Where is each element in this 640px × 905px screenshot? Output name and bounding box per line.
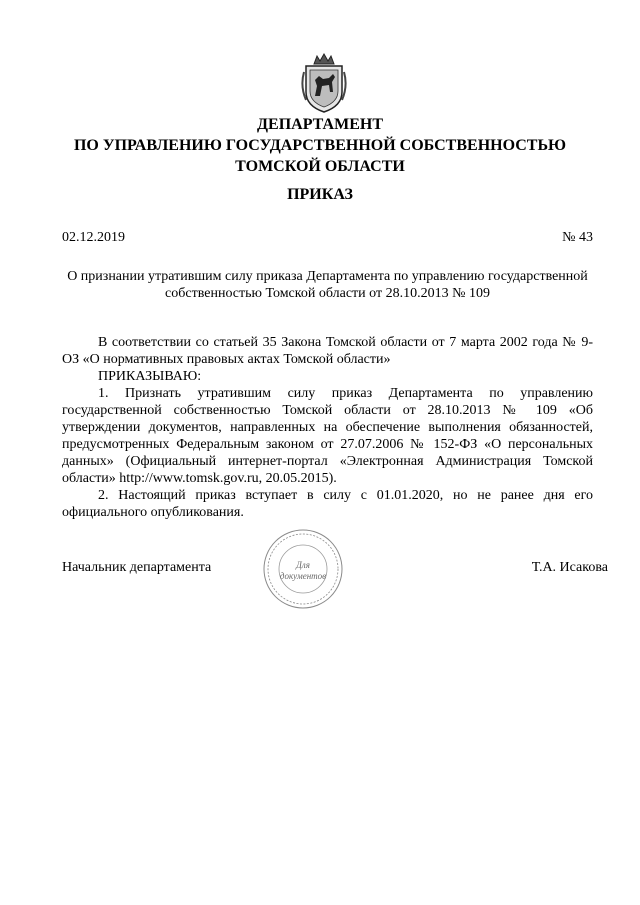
organization-name <box>0 114 640 177</box>
preamble-paragraph: В соответствии со статьей 35 Закона Томской области от 7 марта 2002 года № 9-ОЗ «О нормативных правовых актах Томской области» <box>62 335 593 367</box>
stamp-line-2: документов <box>279 571 327 581</box>
order-item-2: 2. Настоящий приказ вступает в силу с 01.01.2020, но не ранее дня его официального опубликования. <box>62 488 593 520</box>
order-item-1: 1. Признать утратившим силу приказ Департамента по управлению государственной собственностью Томской области от 28.10.2013 № 109 «Об утверждении документов, направленных на обеспечение выполнения обязанностей, предусмотренных Федеральным законом от 27.07.2006 № 152-ФЗ «О персональных данных» (Официальный интернет-портал «Электронная Администрация Томской области» http://www.tomsk.gov.ru, 20.05.2015). <box>62 386 593 486</box>
document-type: ПРИКАЗ <box>287 186 353 203</box>
subject-line-2: собственностью Томской области от 28.10.2013 № 109 <box>165 286 490 301</box>
stamp-line-1: Для <box>296 560 310 570</box>
org-line-1: ДЕПАРТАМЕНТ <box>257 116 383 133</box>
org-line-2: ПО УПРАВЛЕНИЮ ГОСУДАРСТВЕННОЙ СОБСТВЕННОСТЬЮ <box>73 137 567 154</box>
subject-line-1: О признании утратившим силу приказа Департамента по управлению государственной <box>67 269 588 284</box>
signatory-position: Начальник департамента <box>62 560 212 575</box>
order-word: ПРИКАЗЫВАЮ: <box>98 369 202 384</box>
signatory-name: Т.А. Исакова <box>531 560 608 575</box>
document-number: № 43 <box>562 230 593 245</box>
org-line-3: ТОМСКОЙ ОБЛАСТИ <box>235 158 405 175</box>
document-subject <box>62 268 593 302</box>
stamp-text <box>270 560 336 582</box>
document-date: 02.12.2019 <box>62 230 125 245</box>
coat-of-arms-icon <box>300 52 348 114</box>
document-body <box>62 334 593 521</box>
